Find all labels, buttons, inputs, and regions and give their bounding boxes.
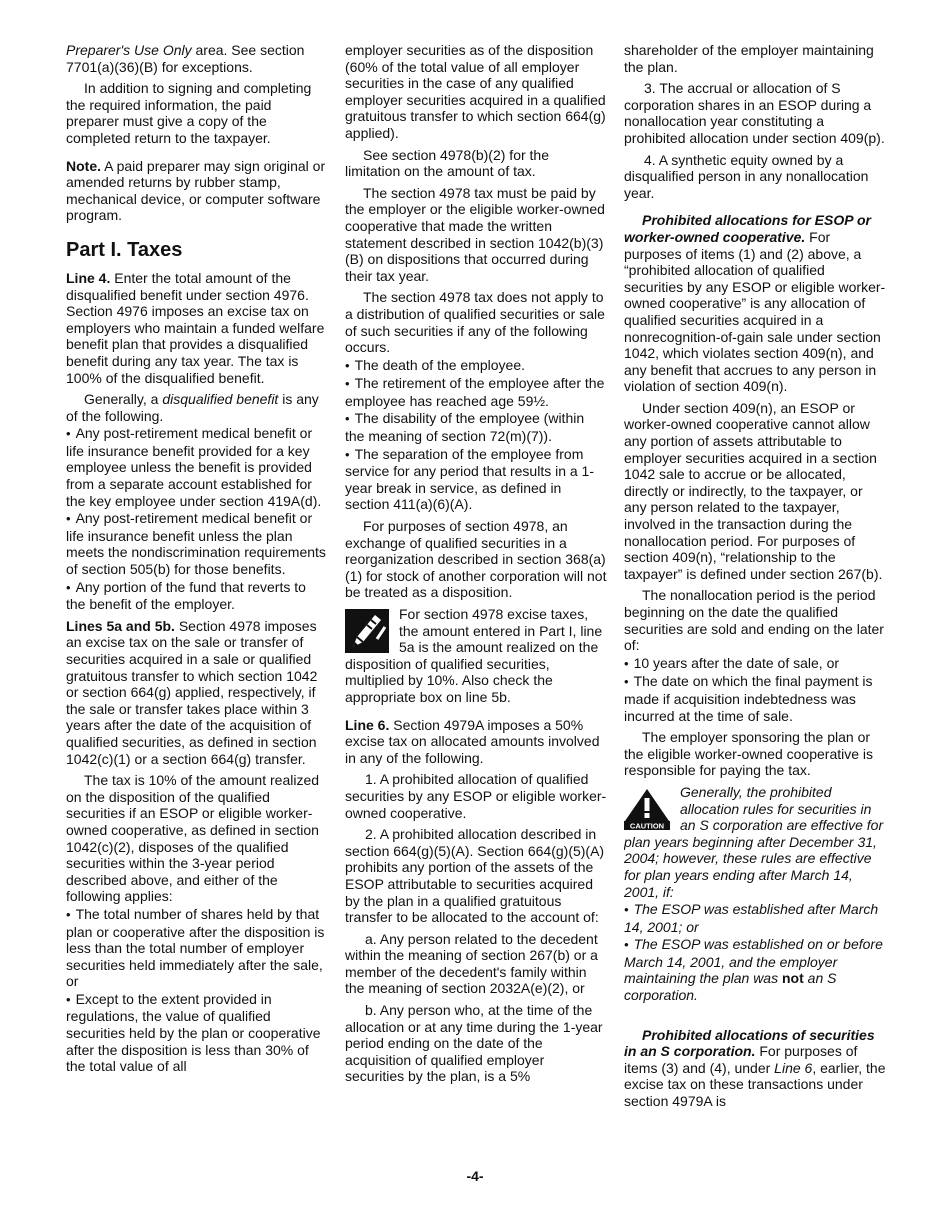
note-paragraph: Note. A paid preparer may sign original or amended returns by rubber stamp, mechanical device, or computer software program.: [66, 157, 326, 224]
list-item: • The separation of the employee from service for any period that results in a 1-year break in service, as defined in section 411(a)(6)(A).: [345, 446, 607, 513]
section-409n-paragraph: Under section 409(n), an ESOP or worker-owned cooperative cannot allow any portion of assets attributable to employer securities acquired in a section 1042 sale to accrue or be allocated, directly or indirectly, to the taxpayer, or any person related to the taxpayer, involved in the transaction during the nonallocation period. For purposes of section 409(n), “relationship to the taxpayer” is defined under section 267(b).: [624, 399, 883, 582]
employer-paragraph: The employer sponsoring the plan or the eligible worker-owned cooperative is responsible for paying the tax.: [624, 729, 874, 779]
preparer-paragraph: Preparer's Use Only area. See section 7701(a)(36)(B) for exceptions.: [66, 42, 305, 75]
line6-paragraph: Line 6. Section 4979A imposes a 50% excise tax on allocated amounts involved in any of the following.: [345, 716, 600, 766]
list-item: • The disability of the employee (within the meaning of section 72(m)(7)).: [345, 410, 607, 444]
caution-label: CAUTION: [629, 821, 665, 830]
continued-paragraph: employer securities as of the disposition (60% of the total value of all employer securities in the case of any qualified employer securities acquired in a qualified gratuitous transfer to which section 664(g) applied).: [345, 42, 606, 141]
caution-text: Generally, the prohibited allocation rules for securities in an S corporation are effective for plan years beginning after December 31, 2004; however, these rules are effective for plan years ending after March 14, 2001, if:: [624, 783, 884, 900]
part-heading: Part I. Taxes: [66, 238, 183, 261]
column-3: [624, 42, 886, 1115]
pencil-note-icon: [345, 609, 389, 653]
prohibited-allocations-s-corp: Prohibited allocations of securities in an S corporation. For purposes of items (3) and (4), under Line 6, earlier, the excise tax on these transactions under section 4979A is: [624, 1026, 886, 1110]
item-3: 3. The accrual or allocation of S corporation shares in an ESOP during a nonallocation year constituting a prohibited allocation under section 409(p).: [624, 80, 885, 146]
exchange-paragraph: For purposes of section 4978, an exchange of qualified securities in a reorganization described in section 368(a)(1) for stock of another corporation will not be treated as a disposition.: [345, 518, 607, 601]
list-item: • Any post-retirement medical benefit or life insurance benefit unless the plan meets the nondiscrimination requirements of section 505(b) for those benefits.: [66, 510, 326, 577]
does-not-apply-paragraph: The section 4978 tax does not apply to a distribution of qualified securities or sale of such securities if any of the following occurs.: [345, 289, 605, 356]
line4-paragraph: Line 4. Enter the total amount of the disqualified benefit under section 4976. Section 4976 imposes an excise tax on employers who maintain a funded welfare benefit plan that provides a disqualified benefit during any tax year. The tax is 100% of the disqualified benefit.: [66, 269, 325, 386]
caution-box: [624, 784, 886, 1005]
continued-paragraph: shareholder of the employer maintaining the plan.: [624, 42, 874, 75]
prohibited-allocations-esop: Prohibited allocations for ESOP or worker-owned cooperative. For purposes of items (1) and (2) above, a “prohibited allocation of qualified securities by any ESOP or eligible worker-owned cooperative” is any allocation of qualified securities acquired in a nonrecognition-of-gain sale under section 1042, which violates section 409(n), and any benefit that accrues to any person in violation of section 409(n).: [624, 212, 886, 395]
page-number: -4-: [466, 1168, 484, 1184]
item-1: 1. A prohibited allocation of qualified securities by any ESOP or eligible worker-owned cooperative.: [345, 771, 607, 821]
item-b: b. Any person who, at the time of the allocation or at any time during the 1-year period ending on the date of the acquisition of qualified employer securities by the plan, is a 5%: [345, 1002, 603, 1085]
list-item: • The ESOP was established after March 14, 2001; or: [624, 901, 886, 935]
list-item: • Except to the extent provided in regulations, the value of qualified securities held by the plan or cooperative after the disposition is less than 30% of the total value of all: [66, 991, 326, 1075]
tax-10-paragraph: The tax is 10% of the amount realized on the disposition of the qualified securities if an ESOP or eligible worker-owned cooperative, as defined in section 1042(c)(2), disposes of the qualified securities within the 3-year period described above, and either of the following applies:: [66, 772, 320, 905]
nonallocation-paragraph: The nonallocation period is the period beginning on the date the qualified securities are sold and ending on the later of:: [624, 587, 884, 654]
tax-paid-paragraph: The section 4978 tax must be paid by the employer or the eligible worker-owned cooperative that made the written statement described in section 1042(b)(3)(B) on dispositions that occurred during their tax year.: [345, 184, 605, 284]
tip-text: For section 4978 excise taxes, the amount entered in Part I, line 5a is the amount realized on the disposition of qualified securities, multiplied by 10%. Also check the appropriate box on line 5b.: [345, 606, 603, 705]
list-item: • The ESOP was established on or before March 14, 2001, and the employer maintaining the plan was not an S corporation.: [624, 936, 886, 1003]
list-item: • Any portion of the fund that reverts to the benefit of the employer.: [66, 579, 326, 613]
lines5-paragraph: Lines 5a and 5b. Section 4978 imposes an excise tax on the sale or transfer of securities acquired in a sale or qualified gratuitous transfer to which section 1042 or section 664(g) applied, respectively, if the sale or transfer takes place within 3 years after the date of the acquisition of qualified securities, as defined in section 1042(c)(1) or a section 664(g) transfer.: [66, 617, 318, 767]
list-item: • Any post-retirement medical benefit or life insurance benefit provided for a key employee unless the benefit is provided from a separate account established for the key employee under section 419A(d).: [66, 425, 326, 509]
item-2: 2. A prohibited allocation described in section 664(g)(5)(A). Section 664(g)(5)(A) prohibits any portion of the assets of the ESOP attributable to securities acquired by the plan in a qualified gratuitous transfer to be allocated to the account of:: [345, 826, 605, 926]
list-item: • The total number of shares held by that plan or cooperative after the disposition is less than the total number of employer securities held immediately after the sale, or: [66, 906, 326, 990]
list-item: • The death of the employee.: [345, 357, 607, 375]
list-item: • The retirement of the employee after the employee has reached age 59½.: [345, 375, 607, 409]
caution-icon: [624, 788, 670, 830]
column-1: [66, 42, 326, 1076]
list-item: • The date on which the final payment is made if acquisition indebtedness was incurred at the time of sale.: [624, 673, 886, 724]
signing-paragraph: In addition to signing and completing the required information, the paid preparer must give a copy of the completed return to the taxpayer.: [66, 80, 312, 146]
item-4: 4. A synthetic equity owned by a disqualified person in any nonallocation year.: [624, 151, 869, 201]
tip-box: [345, 606, 607, 706]
disqualified-benefit-intro: Generally, a disqualified benefit is any of the following.: [66, 391, 319, 424]
list-item: • 10 years after the date of sale, or: [624, 655, 886, 673]
item-a: a. Any person related to the decedent within the meaning of section 267(b) or a member of the decedent's family within the meaning of section 2032A(e)(2), or: [345, 930, 598, 997]
column-2: [345, 42, 607, 1090]
limitation-paragraph: See section 4978(b)(2) for the limitation on the amount of tax.: [345, 146, 549, 180]
